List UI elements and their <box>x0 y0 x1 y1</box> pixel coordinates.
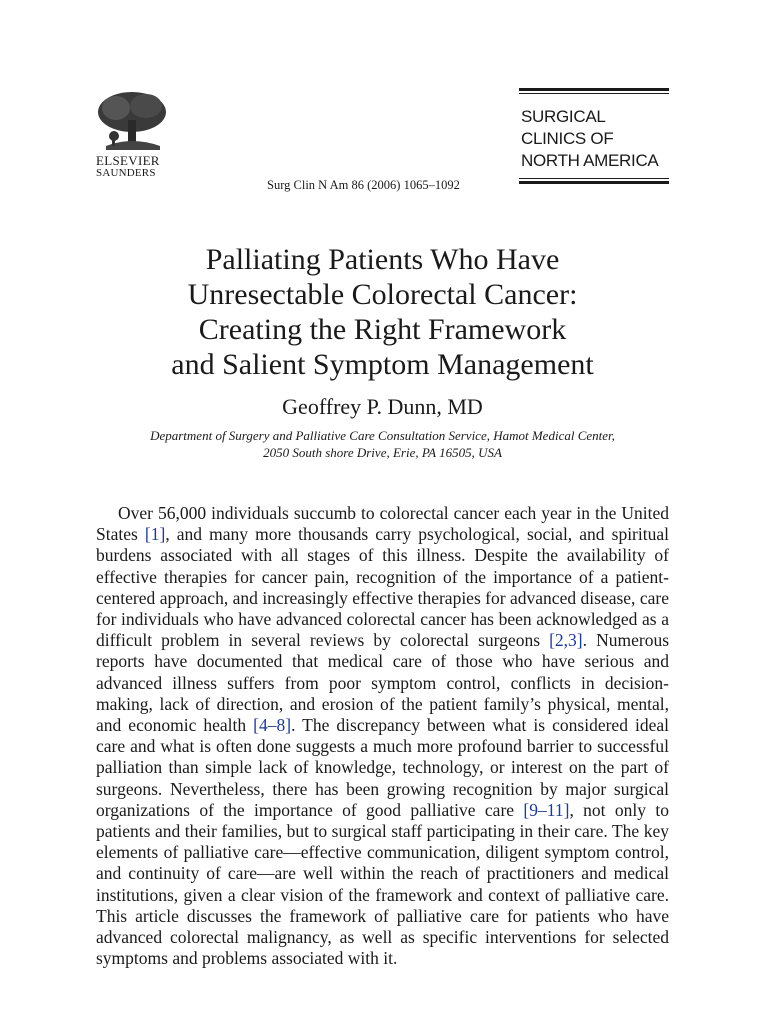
masthead-rule-bottom-thin <box>519 178 669 179</box>
masthead-rule-top <box>519 88 669 91</box>
elsevier-tree-icon <box>96 90 168 152</box>
affiliation-line: 2050 South shore Drive, Erie, PA 16505, USA <box>263 445 502 460</box>
body-text-segment: Over 56,000 individuals succumb to colorectal cancer each year in the United States <box>96 503 669 545</box>
body-text-segment: , and many more thousands carry psychological, social, and spiritual burdens associated with all stages of this illness. Despite the availability of effective therapies for cancer pain, recognition of the importance of a patient-centered approach, and increasingly effective therapies for advanced disease, care for individuals who have advanced colorectal cancer has been acknowledged as a difficult problem in several reviews by colorectal surgeons <box>96 524 669 651</box>
body-paragraph <box>96 503 669 969</box>
masthead-rule-top-thin <box>519 93 669 94</box>
journal-name-line: SURGICAL <box>521 107 606 126</box>
body-text-segment: , not only to patients and their families, but to surgical staff participating in their care. The key elements of palliative care—effective communication, diligent symptom control, and continuity of care—are well within the reach of practitioners and medical institutions, given a clear vision of the framework and context of palliative care. This article discusses the framework of palliative care for patients who have advanced colorectal malignancy, as well as specific interventions for selected symptoms and problems associated with it. <box>96 799 670 969</box>
article-author: Geoffrey P. Dunn, MD <box>282 394 483 419</box>
title-line: Creating the Right Framework <box>198 313 567 346</box>
author-affiliation <box>96 427 669 461</box>
journal-name-line: NORTH AMERICA <box>521 151 659 170</box>
affiliation-line: Department of Surgery and Palliative Care Consultation Service, Hamot Medical Center, <box>150 428 615 443</box>
journal-name-line: CLINICS OF <box>521 129 614 148</box>
reference-link[interactable]: [2,3] <box>549 630 583 651</box>
article-title <box>96 242 669 382</box>
title-line: and Salient Symptom Management <box>171 348 594 381</box>
title-line: Unresectable Colorectal Cancer: <box>187 278 578 311</box>
reference-link[interactable]: [9–11] <box>523 799 570 820</box>
masthead-rule-bottom <box>519 181 669 184</box>
publisher-logo <box>96 90 174 179</box>
title-line: Palliating Patients Who Have <box>205 243 560 276</box>
reference-link[interactable]: [4–8] <box>253 715 292 736</box>
reference-link[interactable]: [1] <box>144 524 166 545</box>
journal-masthead <box>519 88 669 184</box>
journal-citation: Surg Clin N Am 86 (2006) 1065–1092 <box>267 178 460 192</box>
journal-name <box>521 106 669 172</box>
body-text-segment: . The discrepancy between what is considered ideal care and what is often done suggests a much more profound barrier to successful palliation than simple lack of knowledge, technology, or interest on the part of surgeons. Nevertheless, there has been growing recognition by major surgical organizations of the importance of good palliative care <box>96 715 669 820</box>
body-text-segment: . Numerous reports have documented that medical care of those who have serious and advanced illness suffers from poor symptom control, conflicts in decision-making, lack of direction, and erosion of the patient family’s physical, mental, and economic health <box>96 630 669 736</box>
publisher-imprint: SAUNDERS <box>96 167 156 179</box>
publisher-name: ELSEVIER <box>96 153 160 168</box>
